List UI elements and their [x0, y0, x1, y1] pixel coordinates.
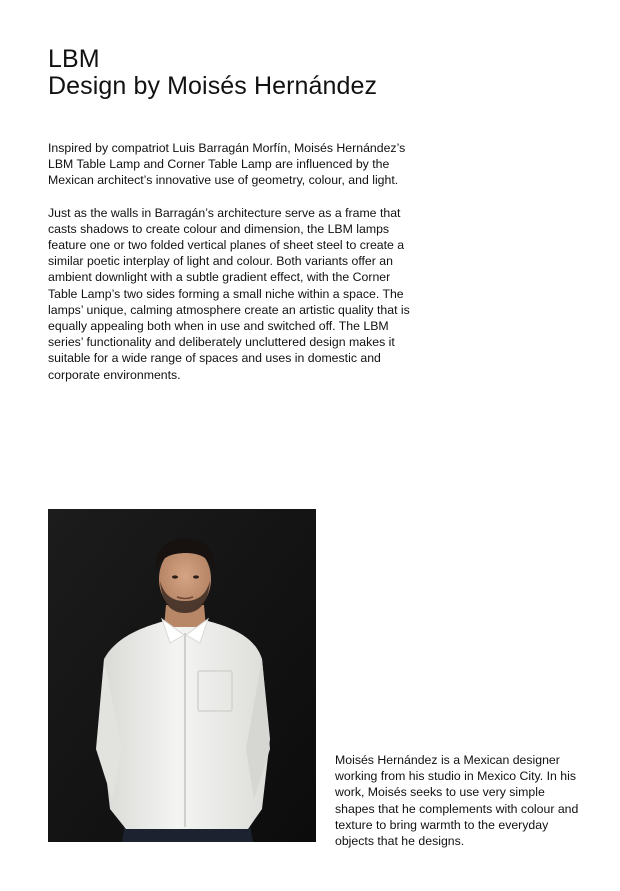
designer-portrait-photo — [48, 509, 316, 842]
title-product-name: LBM — [48, 45, 100, 73]
description-paragraph-detail: Just as the walls in Barragán’s architecture serve as a frame that casts shadows to create colour and dimension, the LBM lamps feature one or two folded vertical planes of sheet steel to create a similar poetic interplay of light and colour. Both variants offer an ambient downlight with a subtle gradient effect, with the Corner Table Lamp’s two sides forming a small niche within a space. The lamps’ unique, calming atmosphere create an artistic quality that is equally appealing both when in use and switched off. The LBM series’ functionality and deliberately uncluttered design makes it suitable for a wide range of spaces and uses in domestic and corporate environments. — [48, 205, 410, 382]
description — [48, 140, 420, 399]
title-designer-credit: Design by Moisés Hernández — [48, 72, 378, 100]
description-paragraph-intro: Inspired by compatriot Luis Barragán Morfín, Moisés Hernández’s LBM Table Lamp and Corner Table Lamp are influenced by the Mexican architect’s innovative use of geometry, colour, and light. — [48, 141, 406, 188]
page-title — [48, 46, 377, 100]
designer-bio: Moisés Hernández is a Mexican designer working from his studio in Mexico City. In his work, Moisés seeks to use very simple shapes that he complements with colour and texture to bring warmth to the everyday objects that he designs. — [335, 753, 579, 849]
